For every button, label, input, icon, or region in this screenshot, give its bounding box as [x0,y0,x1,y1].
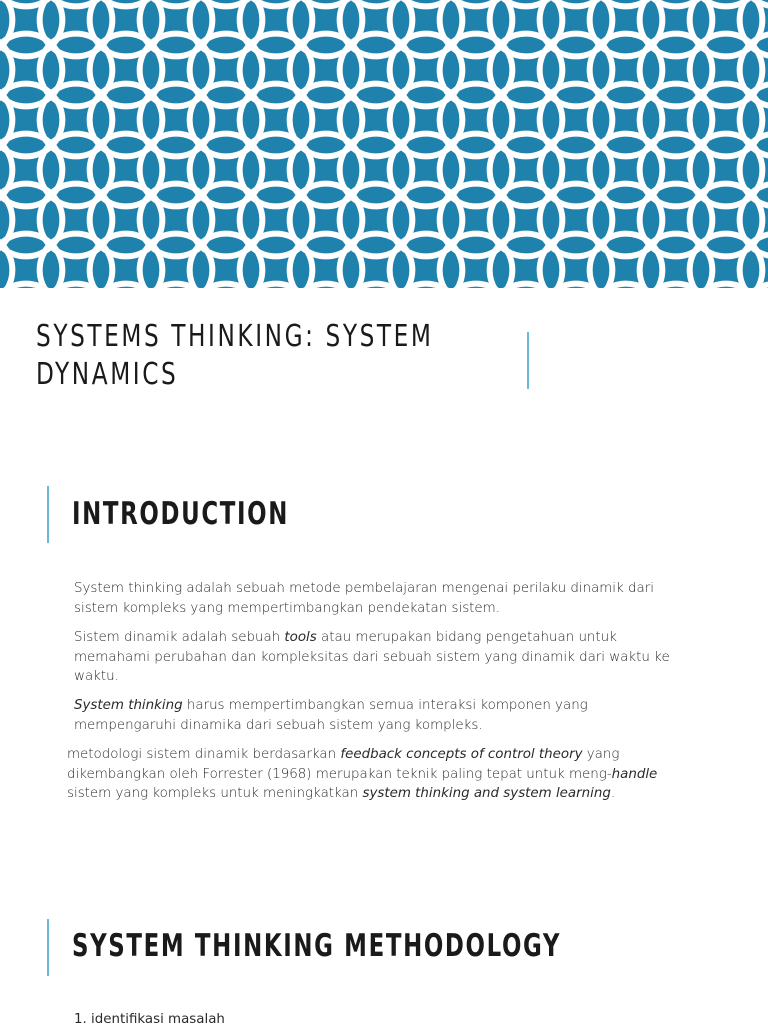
intro-paragraph-4-emphasis-1: feedback concepts of control theory [340,747,583,762]
intro-paragraph-4 [67,745,667,804]
intro-paragraph-2-text-a: Sistem dinamik adalah sebuah [74,630,285,645]
intro-paragraph-2 [74,628,674,687]
intro-paragraph-4-emphasis-2: handle [611,766,658,782]
circle-lattice-pattern [0,0,768,288]
title-accent-bar [527,332,529,389]
intro-paragraph-4-text-c: sistem yang kompleks untuk meningkatkan [67,786,363,801]
introduction-accent-bar [47,486,49,543]
intro-paragraph-2-emphasis: tools [284,630,317,645]
methodology-heading: SYSTEM THINKING METHODOLOGY [72,928,562,964]
intro-paragraph-4-text-b: yang dikembangkan oleh Forrester (1968) merupakan teknik paling tepat untuk meng- [67,747,620,782]
intro-paragraph-3 [74,696,634,735]
decorative-banner [0,0,768,288]
intro-paragraph-1-text: System thinking adalah sebuah metode pembelajaran mengenai perilaku dinamik dari sistem kompleks yang mempertimbangkan pendekatan sistem. [74,581,654,616]
intro-paragraph-3-emphasis: System thinking [74,698,183,713]
methodology-list-item: 1. identifikasi masalah [74,1012,225,1027]
intro-paragraph-1 [74,579,674,618]
intro-paragraph-4-emphasis-3: system thinking and system learning [362,786,611,801]
intro-paragraph-3-text: harus mempertimbangkan semua interaksi komponen yang mempengaruhi dinamika dari sebuah sistem yang kompleks. [74,698,588,733]
intro-paragraph-4-text-d: . [610,786,616,801]
intro-paragraph-2-text-b: atau merupakan bidang pengetahuan untuk memahami perubahan dan kompleksitas dari sebuah sistem yang dinamik dari waktu ke waktu. [74,630,670,684]
intro-paragraph-4-text-a: metodologi sistem dinamik berdasarkan [67,747,341,762]
slide-title: SYSTEMS THINKING: SYSTEM DYNAMICS [36,319,434,392]
introduction-heading: INTRODUCTION [72,496,290,532]
methodology-accent-bar [47,919,49,976]
